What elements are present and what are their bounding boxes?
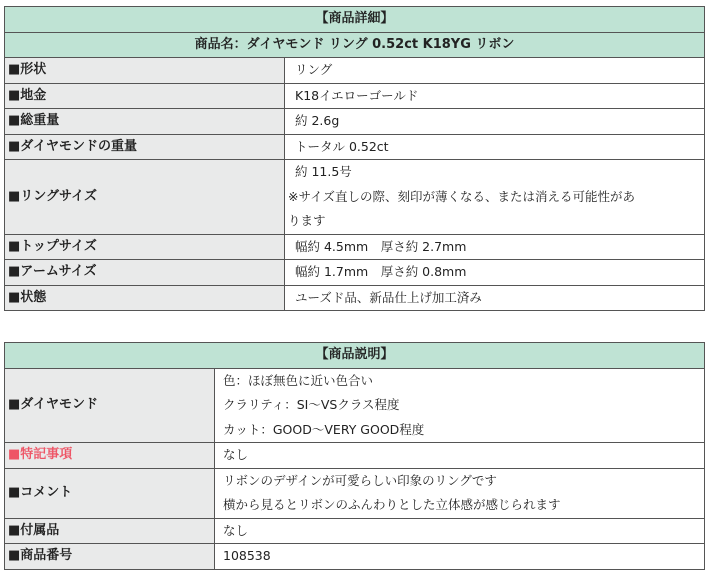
desc-value-diamond <box>215 368 705 443</box>
desc-value-product-number <box>215 544 705 570</box>
detail-label-top-size: ■トップサイズ <box>5 234 285 260</box>
desc-label-special-notes: ■特記事項 <box>5 443 215 469</box>
detail-label-diamond-weight: ■ダイヤモンドの重量 <box>5 134 285 160</box>
detail-row-condition <box>5 285 705 311</box>
detail-value-arm-size <box>285 260 705 286</box>
value-line: なし <box>223 447 249 462</box>
product-details-table <box>4 6 705 311</box>
value-line: ります <box>288 213 326 228</box>
desc-row-diamond <box>5 368 705 443</box>
value-line: K18イエローゴールド <box>295 87 419 103</box>
details-header: 【商品詳細】 <box>5 7 705 33</box>
detail-row-ring-size <box>5 160 705 235</box>
detail-value-total-weight <box>285 109 705 135</box>
detail-value-metal <box>285 83 705 109</box>
detail-row-diamond-weight <box>5 134 705 160</box>
detail-row-shape <box>5 58 705 84</box>
value-line: リング <box>295 62 333 77</box>
desc-value-special-notes <box>215 443 705 469</box>
detail-value-ring-size <box>285 160 705 235</box>
desc-row-product-number <box>5 544 705 570</box>
description-header-row <box>5 343 705 369</box>
value-line: 約 2.6g <box>295 113 340 128</box>
desc-row-comment <box>5 468 705 518</box>
desc-row-accessories <box>5 518 705 544</box>
detail-value-shape <box>285 58 705 84</box>
value-line: トータル 0.52ct <box>295 138 389 154</box>
description-header: 【商品説明】 <box>5 343 705 369</box>
detail-label-ring-size: ■リングサイズ <box>5 160 285 235</box>
desc-label-diamond: ■ダイヤモンド <box>5 368 215 443</box>
value-line: 幅約 4.5mm 厚さ約 2.7mm <box>295 238 467 254</box>
value-line: 横から見るとリボンのふんわりとした立体感が感じられます <box>223 497 561 512</box>
desc-value-accessories <box>215 518 705 544</box>
detail-row-metal <box>5 83 705 109</box>
value-line: 108538 <box>223 548 271 563</box>
detail-value-diamond-weight <box>285 134 705 160</box>
detail-label-metal: ■地金 <box>5 83 285 109</box>
value-line: 約 11.5号 <box>295 164 352 179</box>
value-line: カット：GOOD～VERY GOOD程度 <box>223 421 425 437</box>
desc-label-accessories: ■付属品 <box>5 518 215 544</box>
value-line: 幅約 1.7mm 厚さ約 0.8mm <box>295 264 467 279</box>
detail-label-shape: ■形状 <box>5 58 285 84</box>
desc-label-comment: ■コメント <box>5 468 215 518</box>
product-name: 商品名：ダイヤモンド リング 0.52ct K18YG リボン <box>5 32 705 58</box>
product-name-row <box>5 32 705 58</box>
detail-value-top-size <box>285 234 705 260</box>
desc-label-product-number: ■商品番号 <box>5 544 215 570</box>
value-line: ユーズド品、新品仕上げ加工済み <box>295 289 482 305</box>
detail-label-condition: ■状態 <box>5 285 285 311</box>
detail-row-total-weight <box>5 109 705 135</box>
value-line: リボンのデザインが可愛らしい印象のリングです <box>223 472 497 488</box>
detail-value-condition <box>285 285 705 311</box>
detail-label-total-weight: ■総重量 <box>5 109 285 135</box>
details-header-row <box>5 7 705 33</box>
detail-label-arm-size: ■アームサイズ <box>5 260 285 286</box>
desc-row-special-notes <box>5 443 705 469</box>
value-line: なし <box>223 522 249 538</box>
value-line: クラリティ：SI～VSクラス程度 <box>223 397 400 412</box>
product-description-table <box>4 342 705 570</box>
detail-row-top-size <box>5 234 705 260</box>
detail-row-arm-size <box>5 260 705 286</box>
value-line: 色：ほぼ無色に近い色合い <box>223 372 374 388</box>
desc-value-comment <box>215 468 705 518</box>
value-line: ※サイズ直しの際、刻印が薄くなる、または消える可能性があ <box>288 188 635 204</box>
